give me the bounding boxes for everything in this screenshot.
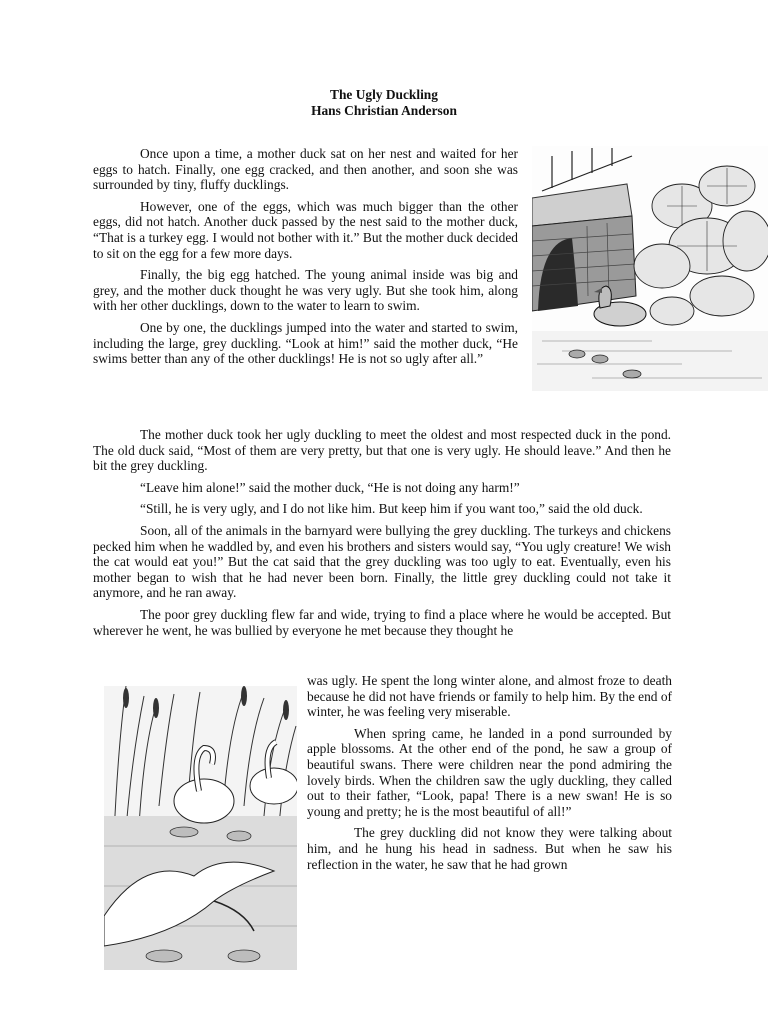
document-title: The Ugly Duckling — [330, 87, 438, 102]
paragraph-7: “Still, he is very ugly, and I do not like him. But keep him if you want too,” said the old duck. — [140, 501, 643, 517]
illustration-duck-bridge — [532, 146, 768, 391]
illustration-swans — [104, 686, 297, 970]
text-block-middle — [93, 427, 671, 638]
paragraph-5: The mother duck took her ugly duckling to meet the oldest and most respected duck in the pond. The old duck said, “Most of them are very pretty, but that one is very ugly. He should leave.” And then he bit the grey duckling. — [93, 427, 671, 474]
duck-bridge-drawing — [532, 146, 768, 391]
text-block-top — [93, 146, 518, 373]
paragraph-3: Finally, the big egg hatched. The young animal inside was big and grey, and the mother duck thought he was very ugly. But she took him, along with her other ducklings, down to the water to learn to swim. — [93, 267, 518, 314]
paragraph-10: When spring came, he landed in a pond surrounded by apple blossoms. At the other end of the pond, he saw a group of beautiful swans. There were children near the pond admiring the lovely birds. When the children saw the ugly duckling, they called out to their father, “Look, papa! There is a new swan! He is so young and pretty; he is the most beautiful of all!” — [307, 725, 672, 819]
text-block-bottom — [307, 673, 672, 878]
paragraph-4: One by one, the ducklings jumped into the water and started to swim, including the large, grey duckling. “Look at him!” said the mother duck, “He swims better than any of the other ducklings! He is not so ugly after all.” — [93, 319, 518, 367]
paragraph-8: Soon, all of the animals in the barnyard were bullying the grey duckling. The turkeys and chickens pecked him when he waddled by, and even his brothers and sisters would say, “You ugly creature! We wish the cat would eat you!” But the cat said that the grey duckling was too ugly to eat. Eventually, even his mother began to wish that he had never been born. Finally, the little grey duckling could not take it anymore, and he ran away. — [93, 522, 671, 601]
swans-drawing — [104, 686, 297, 970]
paragraph-1: Once upon a time, a mother duck sat on her nest and waited for her eggs to hatch. Finally, one egg cracked, and then another, and soon she was surrounded by tiny, fluffy ducklings. — [93, 146, 518, 193]
paragraph-9-continued: was ugly. He spent the long winter alone, and almost froze to death because he did not have friends or family to help him. By the end of winter, he was feeling very miserable. — [307, 673, 672, 720]
paragraph-9: The poor grey duckling flew far and wide, trying to find a place where he would be accepted. But wherever he went, he was bullied by everyone he met because they thought he — [93, 606, 671, 638]
document-author: Hans Christian Anderson — [311, 103, 457, 118]
paragraph-11: The grey duckling did not know they were talking about him, and he hung his head in sadness. But when he saw his reflection in the water, he saw that he had grown — [307, 825, 672, 872]
title-block — [0, 87, 768, 119]
paragraph-2: However, one of the eggs, which was much bigger than the other eggs, did not hatch. Another duck passed by the nest said to the mother duck, “That is a turkey egg. I would not bother with it.” But the mother duck decided to sit on the egg for a few more days. — [93, 198, 518, 261]
paragraph-6: “Leave him alone!” said the mother duck, “He is not doing any harm!” — [140, 479, 520, 495]
